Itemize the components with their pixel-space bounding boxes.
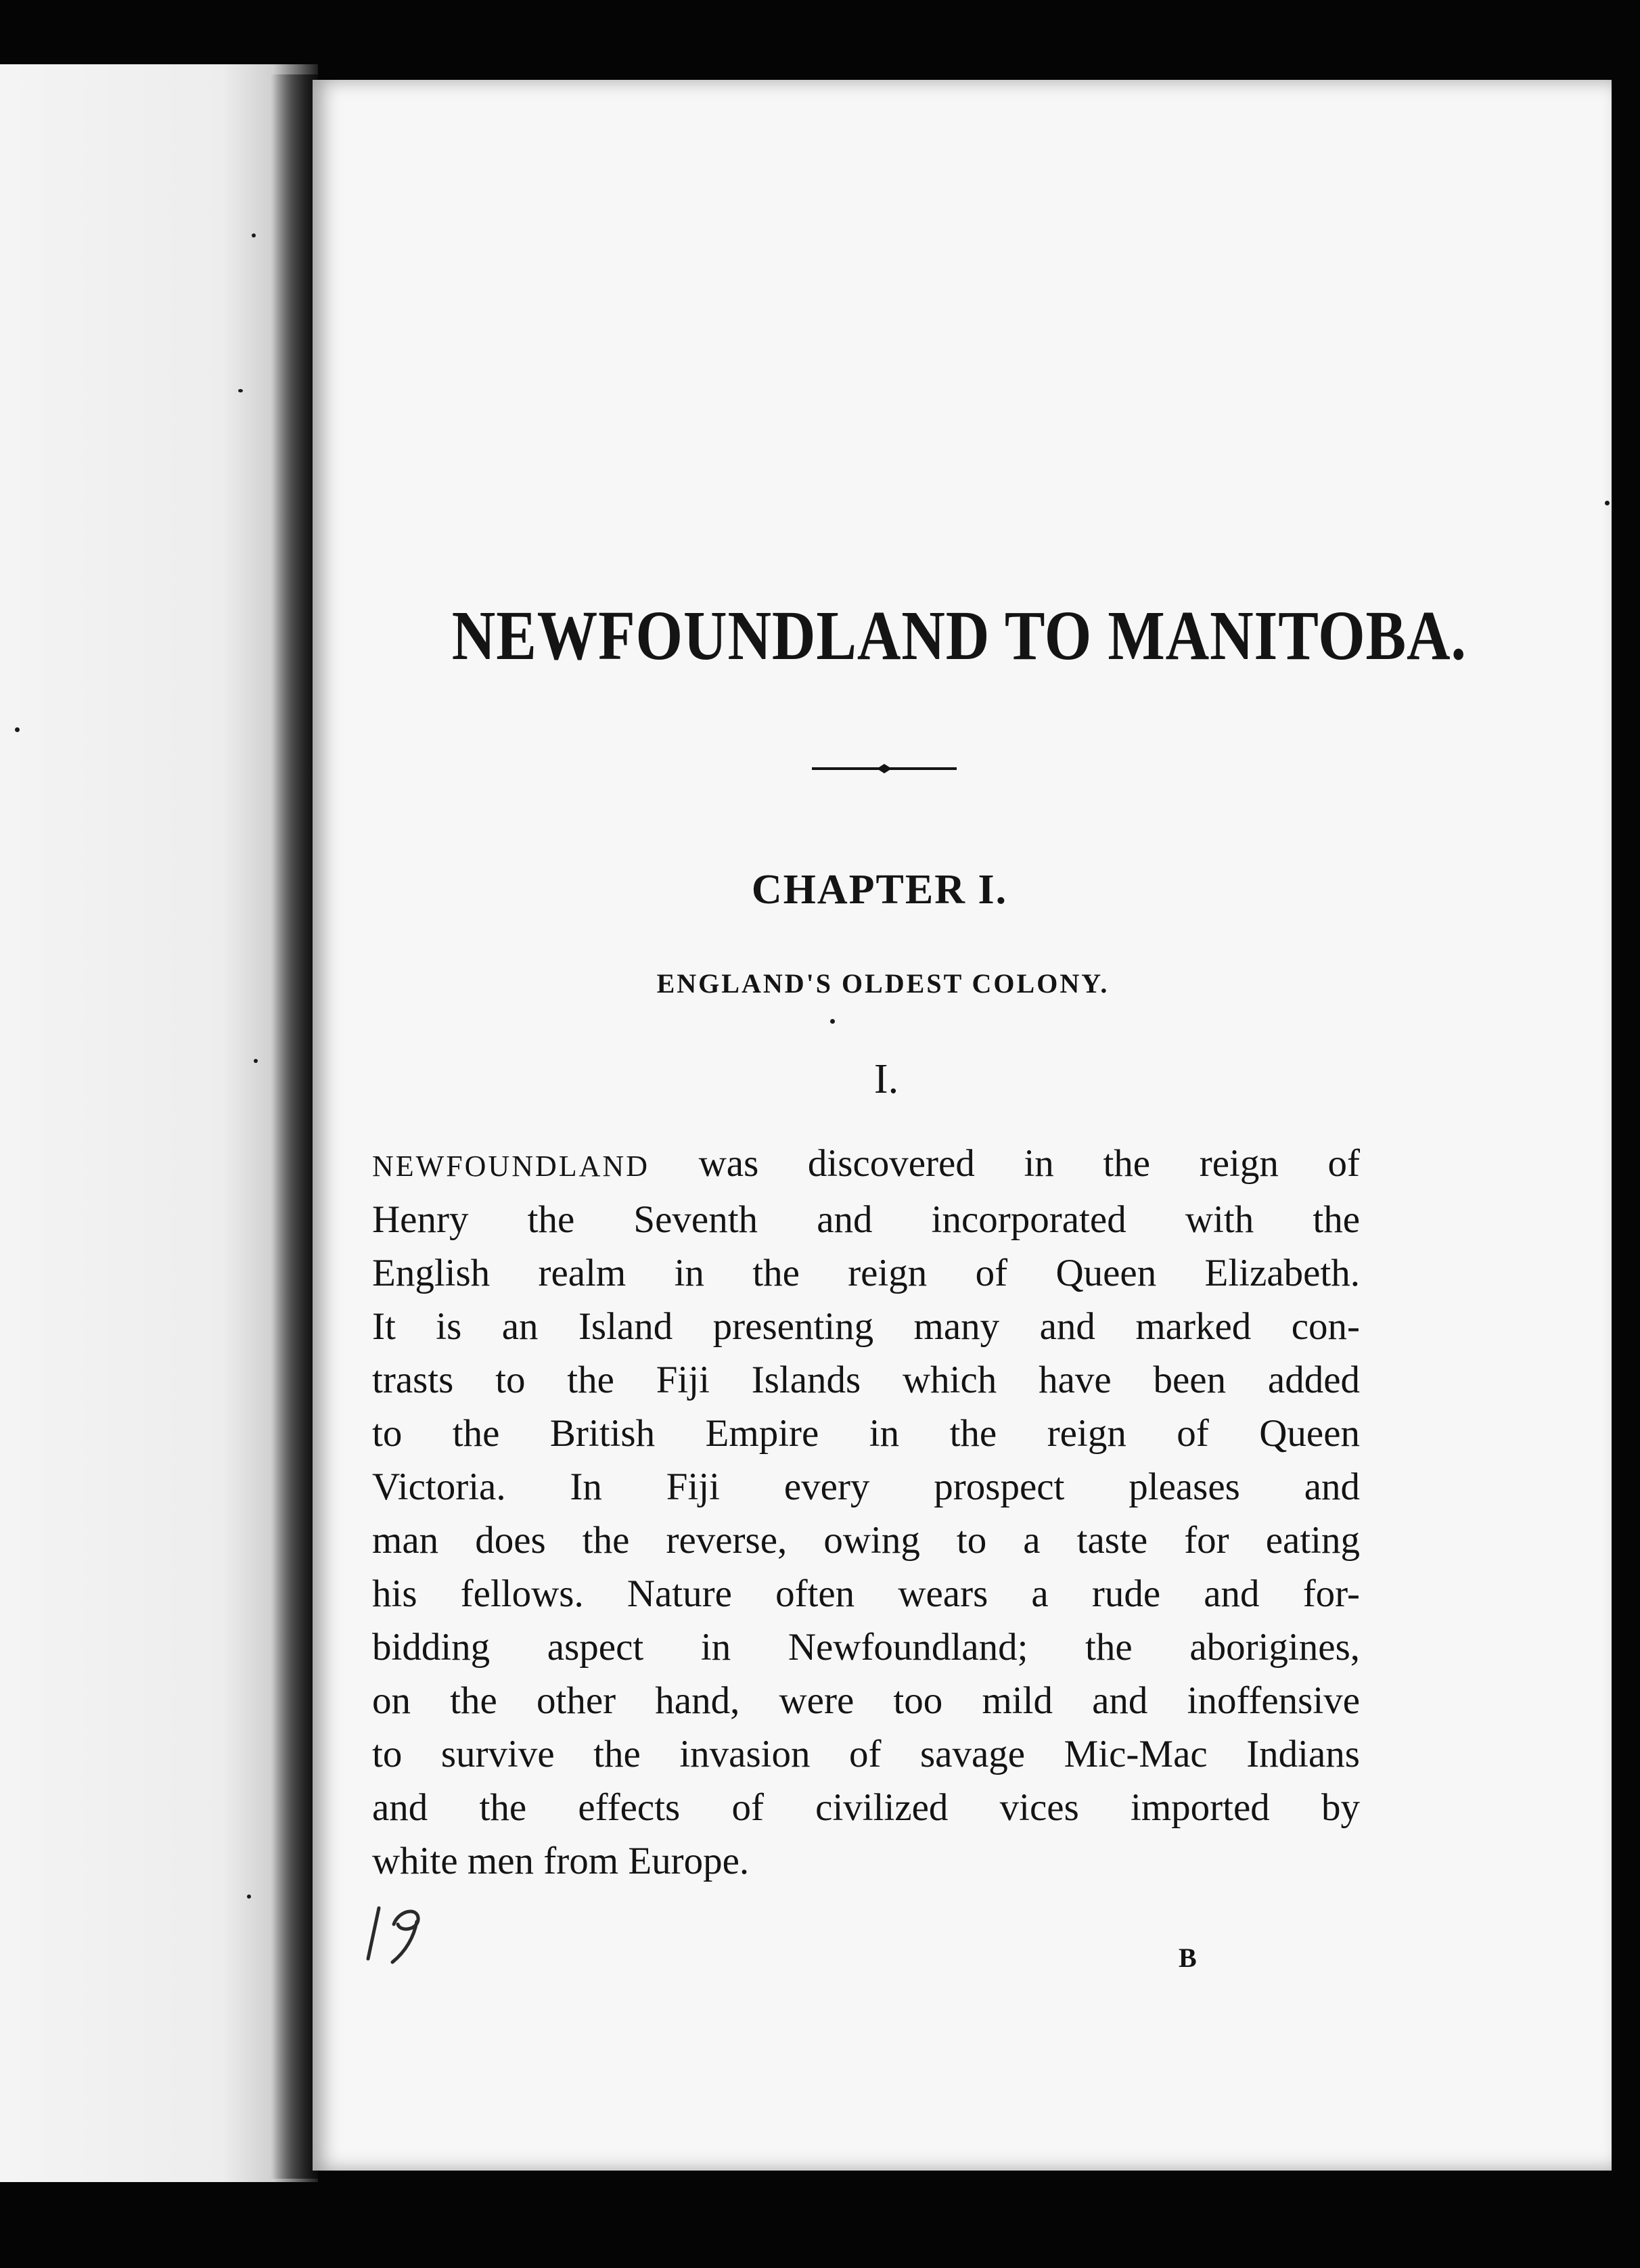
- ornament-rule: [812, 763, 957, 774]
- left-page-speck: [252, 233, 256, 237]
- chapter-title: ENGLAND'S OLDEST COLONY.: [656, 968, 1110, 999]
- body-paragraph: [372, 1137, 1360, 1888]
- body-line: man does the reverse, owing to a taste for eating: [372, 1519, 1360, 1562]
- body-line: English realm in the reign of Queen Elizabeth.: [372, 1252, 1360, 1294]
- page-speck: [830, 1019, 835, 1024]
- handwritten-page-mark: [359, 1895, 433, 1969]
- body-line: Victoria. In Fiji every prospect pleases and: [372, 1466, 1360, 1508]
- body-line-text: was discovered in the reign of: [698, 1142, 1360, 1185]
- book-title: NEWFOUNDLAND TO MANITOBA.: [451, 597, 1467, 675]
- body-line: to the British Empire in the reign of Queen: [372, 1412, 1360, 1455]
- body-line: on the other hand, were too mild and inoffensive: [372, 1679, 1360, 1722]
- body-line: and the effects of civilized vices imported by: [372, 1786, 1360, 1829]
- chapter-heading: CHAPTER I.: [751, 867, 1008, 913]
- body-line: to survive the invasion of savage Mic-Mac Indians: [372, 1733, 1360, 1775]
- handwritten-mark-drawing: [359, 1895, 433, 1969]
- left-page-speck: [247, 1895, 251, 1899]
- section-number: I.: [873, 1056, 899, 1102]
- left-page-speck: [238, 389, 243, 392]
- body-line: It is an Island presenting many and marked con-: [372, 1305, 1360, 1348]
- body-line: bidding aspect in Newfoundland; the aborigines,: [372, 1626, 1360, 1669]
- left-page-speck: [15, 727, 20, 732]
- opening-word: NEWFOUNDLAND: [372, 1150, 650, 1183]
- book-gutter-shadow: [271, 74, 318, 2179]
- body-line: white men from Europe.: [372, 1840, 750, 1882]
- opening-word-rest: EWFOUNDLAND: [395, 1150, 650, 1183]
- left-page-speck: [254, 1059, 258, 1063]
- body-line: trasts to the Fiji Islands which have been added: [372, 1359, 1360, 1401]
- body-line: Henry the Seventh and incorporated with the: [372, 1198, 1360, 1241]
- signature-letter: B: [1179, 1943, 1197, 1973]
- body-line: [372, 1137, 1360, 1193]
- body-line: his fellows. Nature often wears a rude and for-: [372, 1572, 1360, 1615]
- page-speck: [1605, 501, 1610, 505]
